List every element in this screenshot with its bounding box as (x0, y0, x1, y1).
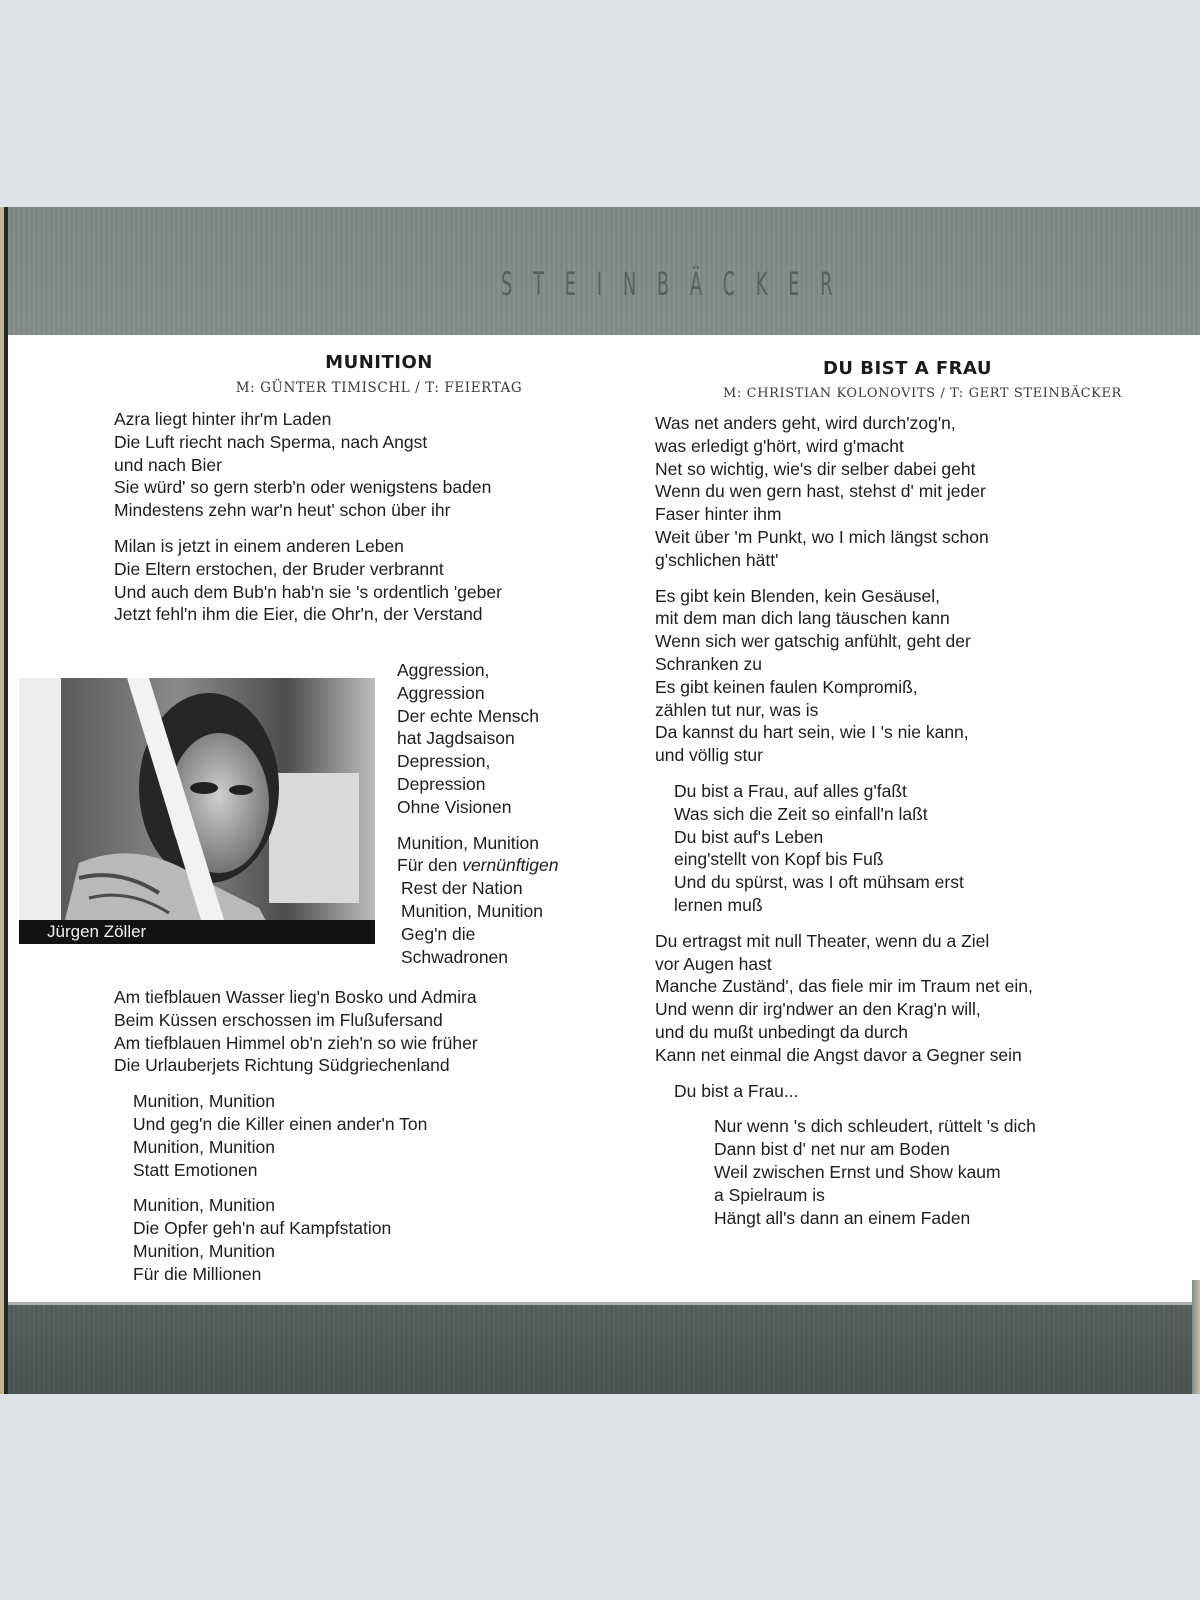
stanza-4 (397, 832, 637, 969)
song-credits: M: GÜNTER TIMISCHL / T: FEIERTAG (235, 380, 523, 396)
lyric-line: Für die Millionen (133, 1263, 262, 1284)
lyric-line: Wenn du wen gern hast, stehst d' mit jeder (655, 481, 986, 502)
lyric-line: was erledigt g'hört, wird g'macht (655, 435, 904, 456)
lyric-line: a Spielraum is (714, 1184, 825, 1205)
artist-photo (19, 678, 375, 944)
booklet-spine-left (0, 207, 8, 1394)
stanza-6 (114, 1090, 644, 1181)
lyric-line: Wenn sich wer gatschig anfühlt, geht der (655, 631, 971, 652)
lyric-line: Am tiefblauen Himmel ob'n zieh'n so wie früher (114, 1032, 478, 1053)
song-title: DU BIST A FRAU (822, 358, 993, 379)
lyric-line: Munition, Munition (133, 1136, 276, 1157)
lyric-line: Beim Küssen erschossen im Flußufersand (114, 1009, 443, 1030)
lyric-line: Mindestens zehn war'n heut' schon über ihr (114, 500, 451, 521)
lyric-line: Und du spürst, was I oft mühsam erst (674, 872, 964, 893)
lyric-line: Und wenn dir irg'ndwer an den Krag'n will, (655, 999, 981, 1020)
lyric-line: Aggression (397, 682, 485, 703)
lyric-line: Jetzt fehl'n ihm die Eier, die Ohr'n, der Verstand (114, 604, 483, 625)
lyric-line: Was net anders geht, wird durch'zog'n, (655, 413, 956, 433)
song-title: MUNITION (325, 352, 433, 373)
lyric-line: Und auch dem Bub'n hab'n sie 's ordentlich 'geber (114, 581, 502, 602)
lyric-line: Du bist a Frau, auf alles g'faßt (674, 780, 907, 801)
stanza-7 (114, 1194, 644, 1285)
lyric-line: Weit über 'm Punkt, wo I mich längst schon (655, 526, 989, 547)
song-du-bist-a-frau (655, 358, 1190, 1229)
lyric-line: Rest der Nation (401, 878, 523, 899)
lyric-line: Da kannst du hart sein, wie I 's nie kann, (655, 722, 969, 743)
stanza-2 (114, 535, 644, 626)
lyric-text: Für den (397, 855, 463, 876)
lyric-line: Schwadronen (401, 946, 509, 967)
lyric-emphasis: vernünftigen (462, 855, 559, 876)
munition-lower (114, 986, 644, 1286)
lyric-line: Die Opfer geh'n auf Kampfstation (133, 1218, 392, 1239)
lyric-line: Dann bist d' net nur am Boden (714, 1139, 950, 1160)
lyric-line: Milan is jetzt in einem anderen Leben (114, 535, 404, 556)
lyric-line: Hängt all's dann an einem Faden (714, 1207, 971, 1228)
lyric-line: Du bist a Frau... (674, 1080, 799, 1101)
lyric-line: Du bist auf's Leben (674, 826, 824, 847)
lyric-line: Munition, Munition (397, 832, 540, 853)
lyric-line: Weil zwischen Ernst und Show kaum (714, 1161, 1001, 1182)
chorus (655, 780, 1190, 917)
lyric-line: Geg'n die (401, 923, 476, 944)
chorus-block (397, 659, 637, 968)
stanza-1 (114, 408, 644, 522)
lyric-line: Ohne Visionen (397, 796, 512, 817)
lyric-line: Was sich die Zeit so einfall'n laßt (674, 803, 928, 824)
lyric-line: Faser hinter ihm (655, 504, 782, 525)
artist-title: STEINBÄCKER (501, 265, 854, 303)
lyric-line: Es gibt keinen faulen Kompromiß, (655, 676, 918, 697)
stanza-3 (655, 930, 1190, 1067)
lyric-line: und du mußt unbedingt da durch (655, 1021, 908, 1042)
lyric-line: zählen tut nur, was is (655, 699, 819, 720)
booklet-spine-right (1192, 1280, 1200, 1394)
lyric-line: Munition, Munition (133, 1240, 276, 1261)
stanza-5 (114, 986, 644, 1077)
lyric-line: Die Urlauberjets Richtung Südgriechenland (114, 1055, 450, 1076)
lyric-line: eing'stellt von Kopf bis Fuß (674, 849, 884, 870)
song-credits: M: CHRISTIAN KOLONOVITS / T: GERT STEINBÄCKER (723, 386, 1122, 401)
portrait-image (19, 678, 375, 944)
stanza-3 (397, 659, 637, 819)
lyric-line: g'schlichen hätt' (655, 549, 779, 570)
lyric-line: und nach Bier (114, 454, 222, 475)
chorus-reprise (655, 1080, 1190, 1103)
lyric-line: vor Augen hast (655, 953, 772, 974)
lyric-line: Es gibt kein Blenden, kein Gesäusel, (655, 585, 941, 606)
lyric-line: hat Jagdsaison (397, 728, 515, 749)
lyric-line: Und geg'n die Killer einen ander'n Ton (133, 1113, 428, 1134)
lyric-line: Die Luft riecht nach Sperma, nach Angst (114, 431, 428, 452)
lyric-line: und völlig stur (655, 745, 763, 766)
lyric-line: Munition, Munition (401, 900, 544, 921)
bridge (655, 1115, 1190, 1229)
lyric-line: Die Eltern erstochen, der Bruder verbrannt (114, 558, 444, 579)
lyric-line: Schranken zu (655, 653, 763, 674)
lyric-line: Nur wenn 's dich schleudert, rüttelt 's dich (714, 1116, 1036, 1137)
header-band (8, 207, 1200, 335)
lyric-line: Net so wichtig, wie's dir selber dabei geht (655, 458, 976, 479)
lyric-line: Der echte Mensch (397, 705, 540, 726)
lyric-line: Am tiefblauen Wasser lieg'n Bosko und Admira (114, 987, 477, 1007)
song-munition (114, 352, 644, 626)
lyric-line: Depression, (397, 751, 491, 772)
footer-band (8, 1305, 1192, 1394)
lyric-line: Aggression, (397, 660, 490, 680)
stanza-1 (655, 412, 1190, 572)
lyric-line: lernen muß (674, 894, 763, 915)
lyric-line (397, 854, 637, 877)
lyric-line: Kann net einmal die Angst davor a Gegner sein (655, 1044, 1022, 1065)
lyric-line: Sie würd' so gern sterb'n oder wenigstens baden (114, 477, 492, 498)
lyric-line: Azra liegt hinter ihr'm Laden (114, 409, 332, 429)
stanza-2 (655, 585, 1190, 767)
lyric-line: Depression (397, 773, 486, 794)
lyric-line: Du ertragst mit null Theater, wenn du a Ziel (655, 930, 990, 951)
lyric-line: Statt Emotionen (133, 1159, 258, 1180)
photo-caption: Jürgen Zöller (19, 920, 375, 944)
lyric-line: Manche Zuständ', das fiele mir im Traum net ein, (655, 976, 1033, 997)
lyric-line: Munition, Munition (133, 1091, 276, 1112)
lyric-line: Munition, Munition (133, 1195, 276, 1216)
lyric-line: mit dem man dich lang täuschen kann (655, 608, 950, 629)
